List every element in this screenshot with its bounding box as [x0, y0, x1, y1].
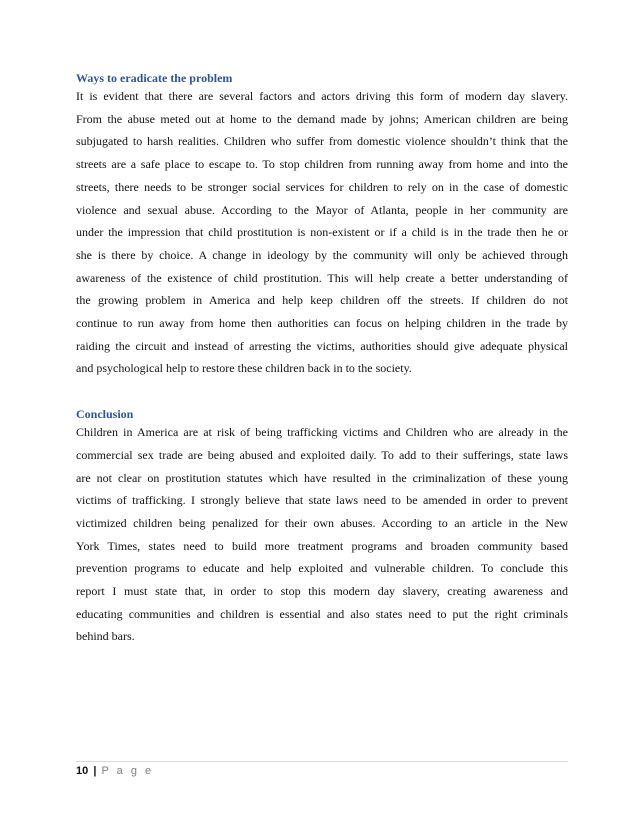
section-spacer [76, 380, 568, 407]
text-line: raiding the circuit and instead of arresting the victims, authorities should give adequate physical [76, 338, 568, 353]
text-line: educating communities and children is essential and also states need to put the right criminals [76, 606, 568, 621]
text-line: prevention programs to educate and help exploited and vulnerable children. To conclude this [76, 561, 568, 576]
section-paragraph [76, 421, 568, 648]
text-line: York Times, states need to build more treatment programs and broaden community based [76, 538, 568, 553]
section-conclusion [76, 407, 568, 648]
text-line: the growing problem in America and help keep children off the streets. If children do not [76, 293, 568, 308]
text-line: commercial sex trade are being abused and exploited daily. To add to their sufferings, state laws [76, 447, 568, 462]
text-line: From the abuse meted out at home to the demand made by johns; American children are being [76, 111, 568, 126]
section-paragraph [76, 85, 568, 380]
footer-separator: | [93, 765, 97, 777]
text-line: and psychological help to restore these children back in to the society. [76, 361, 412, 376]
text-line: she is there by choice. A change in ideology by the community will only be achieved through [76, 247, 568, 262]
text-line: Children in America are at risk of being trafficking victims and Children who are already in the [76, 425, 568, 440]
text-line: streets are a safe place to escape to. To stop children from running away from home and into the [76, 157, 568, 172]
text-line: violence and sexual abuse. According to the Mayor of Atlanta, people in her community are [76, 202, 568, 217]
page-body [76, 71, 568, 648]
page-label: P a g e [101, 765, 154, 777]
text-line: report I must state that, in order to stop this modern day slavery, creating awareness and [76, 584, 568, 599]
text-line: are not clear on prostitution statutes which have resulted in the criminalization of these young [76, 470, 568, 485]
text-line: behind bars. [76, 629, 135, 644]
text-line: It is evident that there are several factors and actors driving this form of modern day slavery. [76, 89, 568, 103]
section-heading: Ways to eradicate the problem [76, 71, 233, 85]
text-line: streets, there needs to be stronger social services for children to rely on in the case of domestic [76, 179, 568, 194]
text-line: victimized children being penalized for their own abuses. According to an article in the New [76, 515, 568, 530]
section-heading: Conclusion [76, 407, 134, 422]
text-line: continue to run away from home then authorities can focus on helping children in the trade by [76, 316, 568, 331]
text-line: victims of trafficking. I strongly believe that state laws need to be amended in order to prevent [76, 493, 568, 508]
section-ways-to-eradicate [76, 71, 568, 380]
text-line: under the impression that child prostitution is non-existent or if a child is in the trade then he or [76, 225, 568, 240]
page-number: 10 [76, 765, 89, 777]
text-line: awareness of the existence of child prostitution. This will help create a better understanding of [76, 270, 568, 285]
page-footer [76, 761, 568, 777]
text-line: subjugated to harsh realities. Children who suffer from domestic violence shouldn’t think that the [76, 134, 568, 149]
